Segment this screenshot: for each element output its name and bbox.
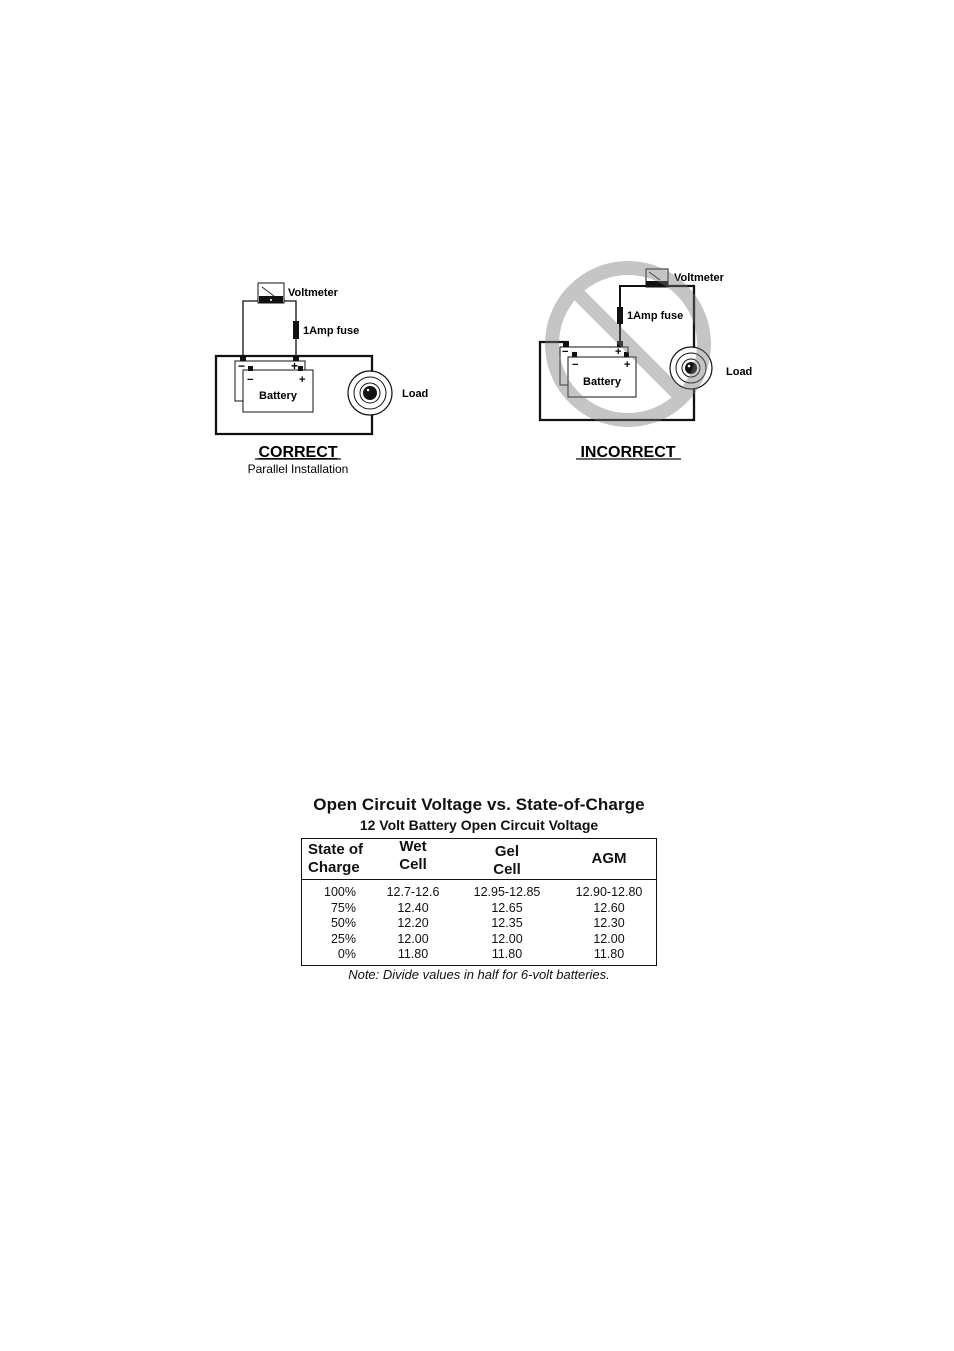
table-row bbox=[302, 916, 656, 932]
header-wet-cell bbox=[374, 839, 452, 879]
incorrect-diagram bbox=[540, 268, 752, 461]
load-label: Load bbox=[402, 388, 429, 400]
table-row bbox=[302, 885, 656, 901]
cell-gel: 12.35 bbox=[491, 916, 523, 931]
voltmeter-negative-lead bbox=[243, 301, 258, 358]
cell-wet: 12.20 bbox=[397, 916, 429, 931]
fuse-icon bbox=[617, 307, 623, 324]
header-agm-label: AGM bbox=[591, 850, 627, 867]
table-row bbox=[302, 901, 656, 917]
voltage-table bbox=[301, 838, 657, 966]
header-state-line2: Charge bbox=[308, 859, 360, 876]
load-label: Load bbox=[726, 366, 753, 378]
cell-wet: 12.7-12.6 bbox=[386, 885, 440, 899]
cell-agm: 12.30 bbox=[593, 916, 625, 931]
battery-label: Battery bbox=[259, 390, 297, 402]
table-header-row bbox=[302, 839, 656, 880]
header-state-line1: State of bbox=[308, 841, 364, 858]
header-gel-cell bbox=[452, 839, 562, 879]
cell-agm: 12.00 bbox=[593, 931, 625, 946]
voltmeter-label: Voltmeter bbox=[288, 287, 338, 299]
battery-label: Battery bbox=[583, 376, 621, 388]
positive-terminal-label-2: + bbox=[624, 359, 631, 371]
positive-terminal-label: + bbox=[291, 359, 299, 373]
cell-wet: 12.00 bbox=[397, 931, 429, 946]
parallel-installation-caption: Parallel Installation bbox=[247, 462, 349, 476]
installation-diagrams bbox=[0, 0, 954, 500]
correct-diagram bbox=[216, 283, 428, 476]
cell-gel: 12.65 bbox=[491, 900, 523, 915]
cell-state: 50% bbox=[330, 916, 356, 931]
fuse-label: 1Amp fuse bbox=[303, 325, 360, 337]
table-title: Open Circuit Voltage vs. State-of-Charge bbox=[313, 795, 645, 814]
voltage-table-section bbox=[300, 794, 658, 982]
table-row bbox=[302, 932, 656, 948]
cell-state: 75% bbox=[330, 900, 356, 915]
table-body bbox=[302, 880, 656, 965]
correct-caption: CORRECT bbox=[258, 444, 338, 461]
cell-gel: 11.80 bbox=[491, 947, 523, 962]
header-state-of-charge bbox=[302, 839, 374, 879]
positive-terminal-label-2: + bbox=[299, 374, 306, 386]
cell-agm: 12.90-12.80 bbox=[575, 885, 643, 899]
table-subtitle: 12 Volt Battery Open Circuit Voltage bbox=[359, 817, 599, 833]
load-icon bbox=[348, 371, 392, 415]
header-wet-line2: Cell bbox=[399, 856, 427, 873]
table-row bbox=[302, 947, 656, 963]
cell-wet: 12.40 bbox=[397, 900, 429, 915]
positive-terminal-label: + bbox=[615, 346, 622, 358]
negative-terminal-label: − bbox=[238, 359, 246, 373]
cell-wet: 11.80 bbox=[397, 947, 429, 962]
cell-gel: 12.95-12.85 bbox=[473, 885, 541, 899]
cell-agm: 12.60 bbox=[593, 900, 625, 915]
header-gel-line2: Cell bbox=[493, 861, 521, 878]
negative-terminal-label-2: − bbox=[247, 374, 254, 386]
header-gel-line1: Gel bbox=[494, 843, 520, 860]
negative-terminal-label-2: − bbox=[572, 359, 579, 371]
table-note: Note: Divide values in half for 6-volt batteries. bbox=[348, 966, 610, 982]
voltmeter-label: Voltmeter bbox=[674, 272, 724, 284]
negative-terminal-label: − bbox=[562, 346, 569, 358]
voltmeter-icon bbox=[258, 283, 284, 303]
cell-gel: 12.00 bbox=[491, 931, 523, 946]
header-wet-line1: Wet bbox=[399, 838, 427, 855]
cell-state: 0% bbox=[337, 947, 356, 962]
header-agm bbox=[562, 839, 656, 879]
cell-agm: 11.80 bbox=[593, 947, 625, 962]
fuse-icon bbox=[293, 321, 299, 339]
incorrect-caption: INCORRECT bbox=[580, 444, 676, 461]
cell-state: 100% bbox=[324, 885, 356, 899]
cell-state: 25% bbox=[330, 931, 356, 946]
fuse-label: 1Amp fuse bbox=[627, 310, 684, 322]
